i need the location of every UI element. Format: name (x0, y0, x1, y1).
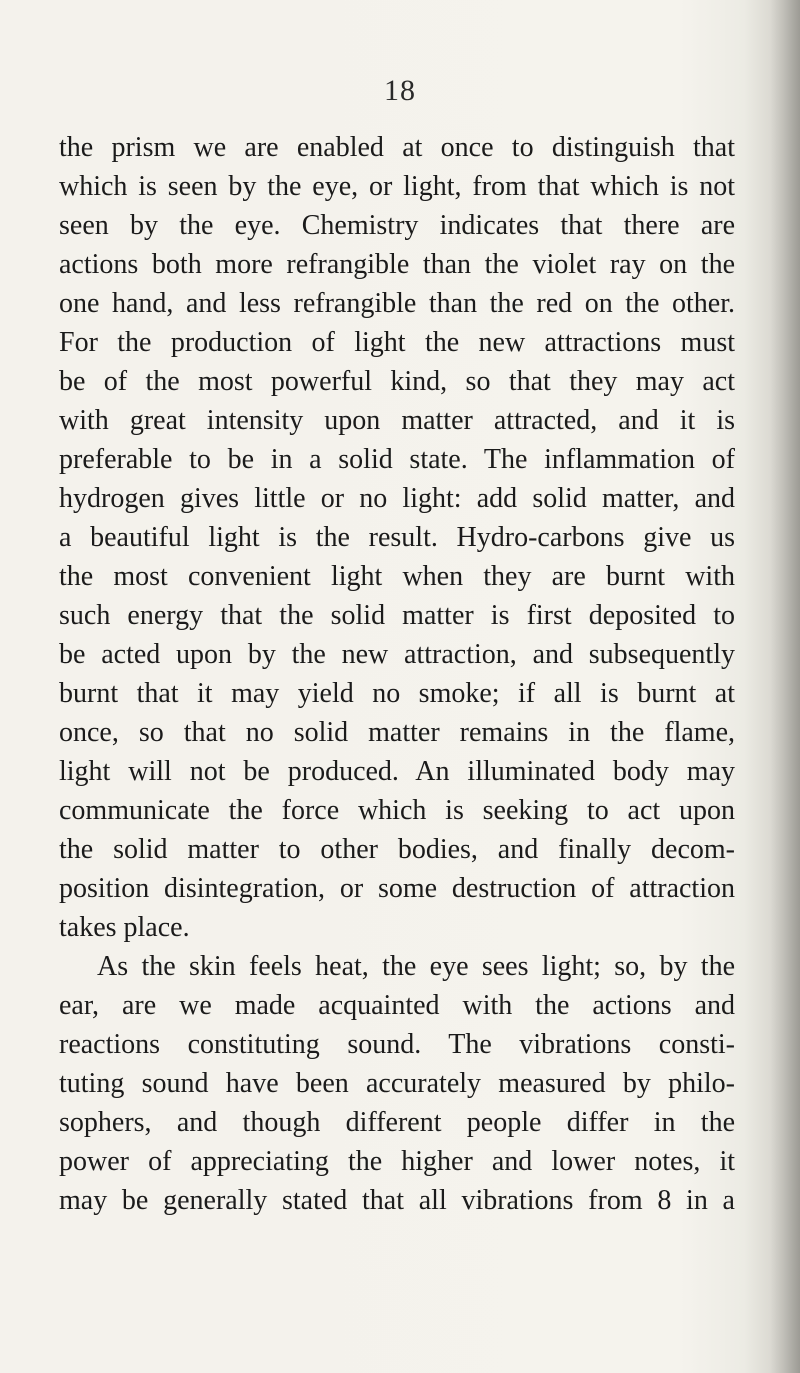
text-line: As the skin feels heat, the eye sees light; so, by the (97, 951, 735, 982)
text-line: a beautiful light is the result. Hydro-carbons give us (59, 522, 735, 553)
text-line: takes place. (59, 912, 190, 943)
text-line: hydrogen gives little or no light: add solid matter, and (59, 483, 735, 514)
text-line: the most convenient light when they are burnt with (59, 561, 735, 592)
text-line: be of the most powerful kind, so that they may act (59, 366, 735, 397)
text-line: light will not be produced. An illuminated body may (59, 756, 735, 787)
text-line: preferable to be in a solid state. The inflammation of (59, 444, 735, 475)
text-line: tuting sound have been accurately measured by philo- (59, 1068, 735, 1099)
text-line: such energy that the solid matter is first deposited to (59, 600, 735, 631)
text-line: may be generally stated that all vibrations from 8 in a (59, 1185, 735, 1216)
text-line: power of appreciating the higher and lower notes, it (59, 1146, 735, 1177)
page-number: 18 (384, 74, 416, 107)
text-line: which is seen by the eye, or light, from that which is not (59, 171, 735, 202)
text-line: burnt that it may yield no smoke; if all is burnt at (59, 678, 735, 709)
text-line: For the production of light the new attractions must (59, 327, 735, 358)
text-line: the solid matter to other bodies, and finally decom- (59, 834, 735, 865)
text-line: one hand, and less refrangible than the red on the other. (59, 288, 735, 319)
text-line: position disintegration, or some destruction of attraction (59, 873, 735, 904)
text-line: with great intensity upon matter attracted, and it is (59, 405, 735, 436)
text-line: reactions constituting sound. The vibrations consti- (59, 1029, 735, 1060)
text-line: communicate the force which is seeking to act upon (59, 795, 735, 826)
text-line: sophers, and though different people differ in the (59, 1107, 735, 1138)
text-line: actions both more refrangible than the violet ray on the (59, 249, 735, 280)
text-line: be acted upon by the new attraction, and subsequently (59, 639, 735, 670)
text-line: once, so that no solid matter remains in the flame, (59, 717, 735, 748)
text-line: the prism we are enabled at once to distinguish that (59, 132, 735, 163)
text-line: ear, are we made acquainted with the actions and (59, 990, 735, 1021)
text-line: seen by the eye. Chemistry indicates that there are (59, 210, 735, 241)
